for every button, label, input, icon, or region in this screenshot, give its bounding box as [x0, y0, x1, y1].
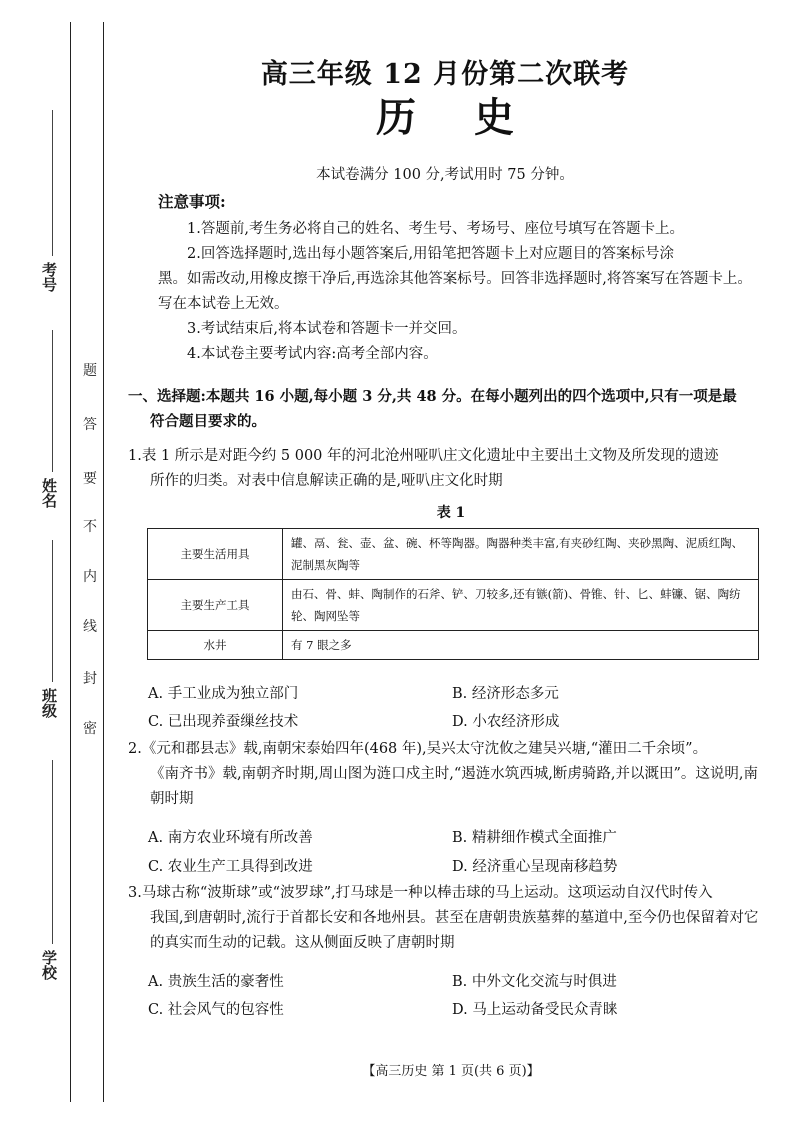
candidate-number-label: 考号: [40, 262, 58, 292]
binding-line-outer: [70, 22, 71, 1102]
question-stem: 3.马球古称“波斯球”或“波罗球”,打马球是一种以棒击球的马上运动。这项运动自汉代时传入: [128, 885, 713, 901]
notice-item: 3.考试结束后,将本试卷和答题卡一并交回。: [187, 321, 467, 337]
artifact-table: [147, 528, 759, 660]
question-3: [128, 881, 762, 956]
option-c: C. 农业生产工具得到改进: [148, 859, 313, 875]
seal-char: 线: [83, 619, 97, 635]
question-2: [128, 737, 762, 812]
table-row: [148, 580, 759, 631]
subject-title: 历史: [376, 94, 572, 141]
option-b: B. 精耕细作模式全面推广: [452, 830, 617, 846]
table-value: 有 7 眼之多: [283, 631, 759, 660]
table-key: 主要生产工具: [148, 580, 283, 631]
option-a: A. 贵族生活的豪奢性: [148, 974, 284, 990]
exam-title: 高三年级 12 月份第二次联考: [260, 59, 630, 90]
section-heading: [128, 384, 762, 434]
seal-char: 答: [83, 417, 97, 433]
notice-item: 黑。如需改动,用橡皮擦干净后,再选涂其他答案标号。回答非选择题时,将答案写在答题卡上。写在本试卷上无效。: [158, 271, 752, 312]
section-heading-line2: 符合题目要求的。: [150, 413, 266, 430]
binding-line-inner: [103, 22, 104, 1102]
option-c: C. 已出现养蚕缫丝技术: [148, 714, 299, 730]
name-label: 姓名: [40, 478, 58, 508]
option-d: D. 马上运动备受民众青睐: [452, 1002, 618, 1018]
name-blank: [52, 330, 53, 472]
page-footer: 【高三历史 第 1 页(共 6 页)】: [362, 1064, 540, 1079]
question-stem: 2.《元和郡县志》载,南朝宋泰始四年(468 年),吴兴太守沈攸之建吴兴塘,“灌田二千余顷”。: [128, 741, 708, 757]
notice-item: 4.本试卷主要考试内容:高考全部内容。: [187, 346, 438, 362]
candidate-number-blank: [52, 110, 53, 256]
table-value: 由石、骨、蚌、陶制作的石斧、铲、刀较多,还有镞(箭)、骨锥、针、匕、蚌镰、锯、陶纺轮、陶网坠等: [283, 580, 759, 631]
question-stem-cont: 我国,到唐朝时,流行于首都长安和各地州县。甚至在唐朝贵族墓葬的墓道中,至今仍也保留着对它的真实而生动的记载。这从侧面反映了唐朝时期: [150, 910, 759, 951]
table-key: 水井: [148, 631, 283, 660]
seal-char: 内: [83, 569, 97, 585]
school-label: 学校: [40, 950, 58, 980]
seal-char: 封: [83, 671, 97, 687]
option-c: C. 社会风气的包容性: [148, 1002, 284, 1018]
option-a: A. 南方农业环境有所改善: [148, 830, 313, 846]
section-heading-line1: 一、选择题:本题共 16 小题,每小题 3 分,共 48 分。在每小题列出的四个选项中,只有一项是最: [128, 388, 737, 405]
table-row: [148, 529, 759, 580]
exam-meta: 本试卷满分 100 分,考试用时 75 分钟。: [316, 167, 574, 183]
seal-char: 要: [83, 471, 97, 487]
table-row: [148, 631, 759, 660]
question-stem-cont: 《南齐书》载,南朝齐时期,周山图为涟口戍主时,“遏涟水筑西城,断虏骑路,并以溉田”。这说明,南朝时期: [150, 766, 758, 807]
option-b: B. 中外文化交流与时俱进: [452, 974, 617, 990]
class-label: 班级: [40, 688, 58, 718]
table-key: 主要生活用具: [148, 529, 283, 580]
seal-char: 不: [83, 519, 97, 535]
option-a: A. 手工业成为独立部门: [148, 686, 299, 702]
school-blank: [52, 760, 53, 944]
table-value: 罐、鬲、瓮、壶、盆、碗、杯等陶器。陶器种类丰富,有夹砂红陶、夹砂黑陶、泥质红陶、泥制黑灰陶等: [283, 529, 759, 580]
option-d: D. 小农经济形成: [452, 714, 560, 730]
seal-char: 题: [83, 363, 97, 379]
question-stem-cont: 所作的归类。对表中信息解读正确的是,哑叭庄文化时期: [150, 473, 503, 489]
notice-title: 注意事项:: [158, 192, 226, 211]
seal-char: 密: [83, 721, 97, 737]
question-1: [128, 444, 762, 494]
class-blank: [52, 540, 53, 682]
option-d: D. 经济重心呈现南移趋势: [452, 859, 618, 875]
question-stem: 1.表 1 所示是对距今约 5 000 年的河北沧州哑叭庄文化遗址中主要出土文物及所发现的遗迹: [128, 448, 719, 464]
notice-item: 1.答题前,考生务必将自己的姓名、考生号、考场号、座位号填写在答题卡上。: [187, 221, 684, 237]
notice-item: 2.回答选择题时,选出每小题答案后,用铅笔把答题卡上对应题目的答案标号涂: [187, 246, 675, 262]
option-b: B. 经济形态多元: [452, 686, 559, 702]
table-caption: 表 1: [436, 505, 466, 521]
